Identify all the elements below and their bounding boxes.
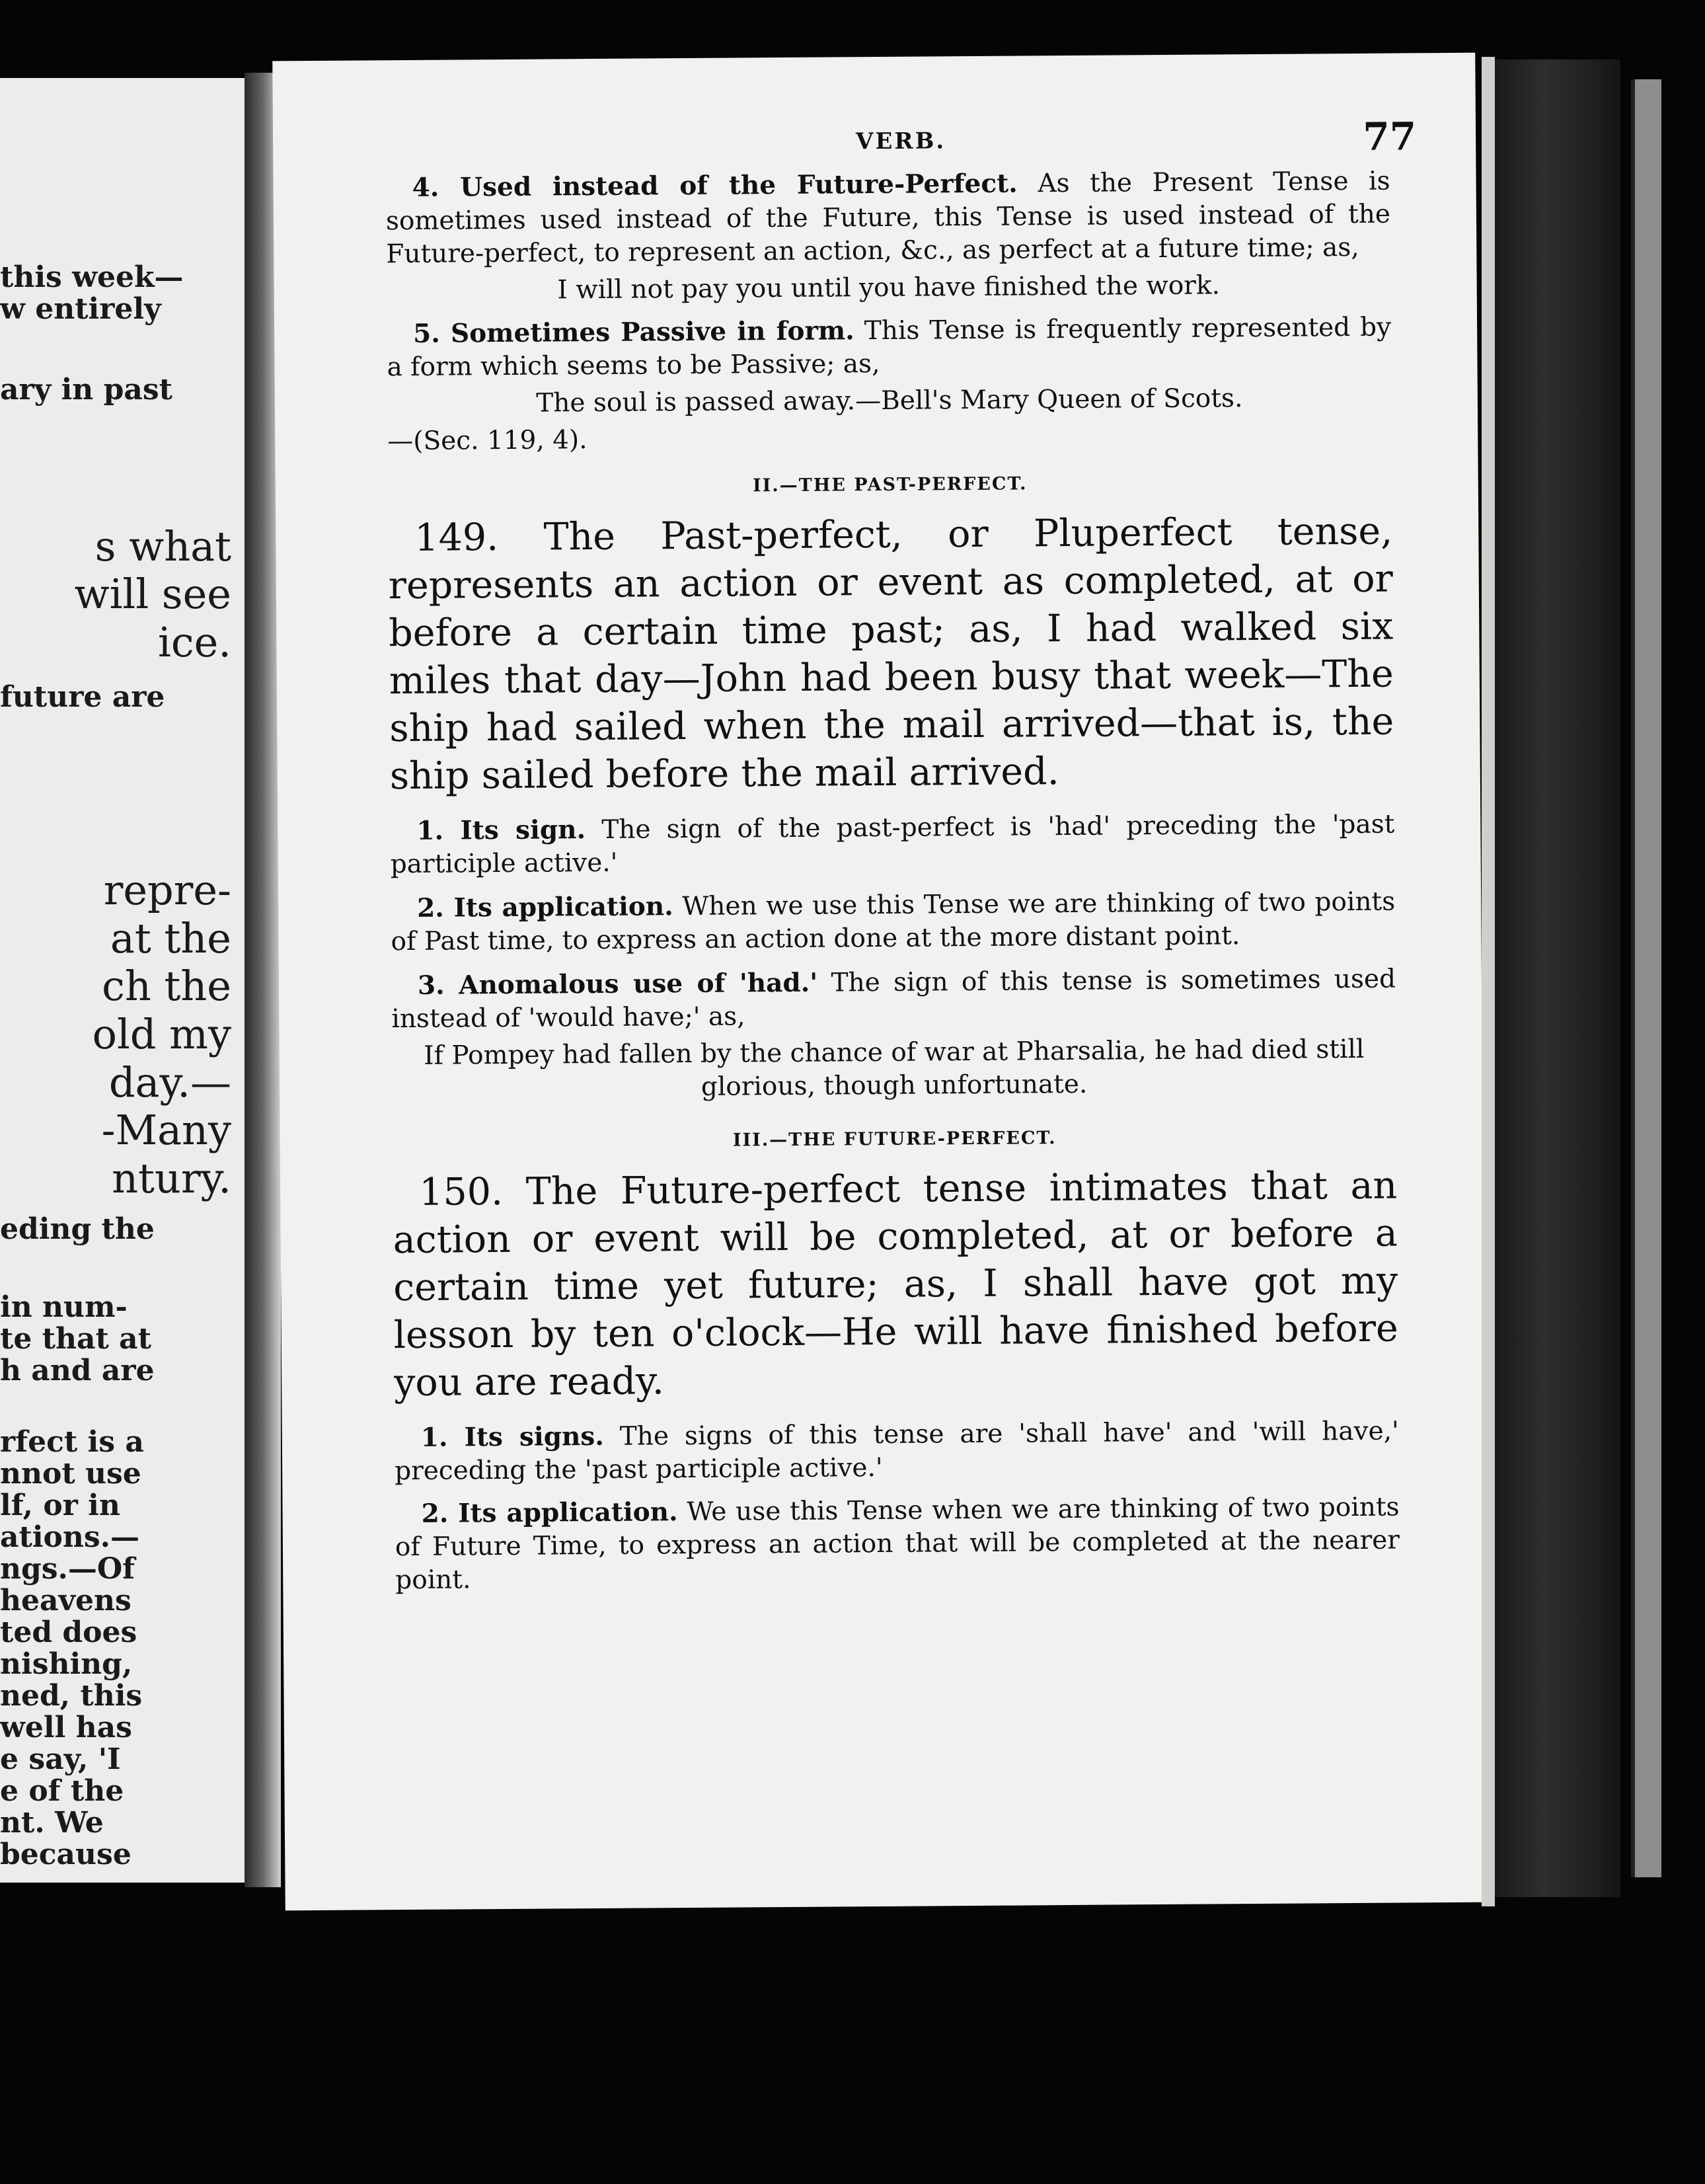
note-lead: 2. Its application. [417, 891, 673, 923]
left-page-line: nishing, [0, 1648, 133, 1681]
left-page-line: s what [95, 522, 231, 570]
left-page-line: e of the [0, 1775, 124, 1808]
note-149-1 [390, 808, 1395, 882]
left-page-line: ntury. [112, 1154, 231, 1202]
note-149-2 [391, 885, 1396, 959]
section-5-example: The soul is passed away.—Bell's Mary Queen of Scots. [536, 383, 1243, 418]
example-149: If Pompey had fallen by the chance of war at Pharsalia, he had died still glorious, though unfortunate. [423, 1034, 1365, 1102]
left-page-line: ice. [158, 618, 231, 666]
section-4-example: I will not pay you until you have finished the work. [557, 270, 1221, 305]
left-page-line: this week— [0, 261, 184, 294]
left-page [0, 78, 247, 1883]
left-page-line: in num- [0, 1291, 128, 1324]
left-page-line: ch the [102, 962, 231, 1010]
note-lead: 1. Its signs. [420, 1421, 605, 1453]
left-page-line: ations.— [0, 1521, 139, 1554]
left-page-line: ngs.—Of [0, 1553, 135, 1586]
section-5-lead: 5. Sometimes Passive in form. [412, 315, 854, 349]
left-page-line: at the [110, 914, 231, 962]
left-page-line: because [0, 1838, 132, 1871]
left-page-line: nt. We [0, 1807, 104, 1840]
left-page-line: will see [74, 570, 231, 618]
section-5 [387, 311, 1392, 385]
page-edge [1482, 57, 1495, 1906]
section-5-reference: —(Sec. 119, 4). [387, 425, 587, 457]
left-page-line: lf, or in [0, 1489, 120, 1522]
left-page-line: eding the [0, 1213, 155, 1246]
note-lead: 2. Its application. [421, 1497, 678, 1529]
section-4-lead: 4. Used instead of the Future-Perfect. [412, 168, 1018, 203]
left-page-line: day.— [108, 1058, 231, 1107]
running-title: VERB. [855, 128, 946, 155]
left-page-line: future are [0, 681, 165, 714]
left-page-line: e say, 'I [0, 1743, 121, 1776]
book-cover [1495, 59, 1620, 1897]
left-page-line: ned, this [0, 1680, 143, 1713]
note-lead: 1. Its sign. [416, 814, 586, 846]
note-body: The signs of this tense are 'shall have' and 'will have,' preceding the 'past participle active.' [394, 1416, 1399, 1487]
note-lead: 3. Anomalous use of 'had.' [417, 967, 818, 1001]
note-body: We use this Tense when we are thinking of two points of Future Time, to express an action that will be completed at the nearer point. [395, 1492, 1400, 1596]
heading-past-perfect: II.—THE PAST-PERFECT. [752, 473, 1028, 496]
section-4-body: As the Present Tense is sometimes used instead of the Future, this Tense is used instead of the Future-perfect, to represent an action, &c., as perfect at a future time; as, [385, 166, 1391, 270]
left-page-line: h and are [0, 1354, 155, 1387]
note-body: When we use this Tense we are thinking of two points of Past time, to express an action done at the more distant point. [391, 886, 1396, 957]
note-body: The sign of the past-perfect is 'had' preceding the 'past participle active.' [390, 809, 1395, 880]
note-149-3 [391, 962, 1396, 1036]
note-150-2 [395, 1491, 1400, 1598]
left-page-line: nnot use [0, 1458, 141, 1491]
left-page-line: te that at [0, 1323, 151, 1356]
cover-edge [1631, 79, 1661, 1877]
paragraph-149: 149. The Past-perfect, or Pluperfect tense, represents an action or event as completed, at or before a certain time past; as, I had walked six miles that day—John had been busy that week—The ship had sailed when the mail arrived—that is, the ship sailed before the mail arrived. [388, 509, 1394, 799]
left-page-line: -Many [101, 1106, 231, 1154]
left-page-line: repre- [103, 866, 231, 914]
note-body: The sign of this tense is sometimes used instead of 'would have;' as, [391, 964, 1396, 1034]
section-4 [385, 165, 1390, 272]
note-150-1 [395, 1415, 1400, 1489]
left-page-line: w entirely [0, 293, 161, 326]
section-5-body: This Tense is frequently represented by a form which seems to be Passive; as, [387, 312, 1392, 383]
left-page-line: well has [0, 1711, 132, 1744]
page-number: 77 [1363, 114, 1417, 159]
left-page-line: ted does [0, 1616, 137, 1649]
heading-future-perfect: III.—THE FUTURE-PERFECT. [732, 1128, 1057, 1151]
right-page [272, 53, 1488, 1911]
left-page-line: rfect is a [0, 1426, 144, 1459]
left-page-line: ary in past [0, 373, 172, 407]
paragraph-150: 150. The Future-perfect tense intimates that an action or event will be completed, at or before a certain time yet future; as, I shall have got my lesson by ten o'clock—He will have finished before you are ready. [393, 1163, 1398, 1405]
left-page-line: heavens [0, 1584, 132, 1618]
page-content [385, 165, 1400, 1598]
left-page-line: old my [92, 1010, 231, 1058]
